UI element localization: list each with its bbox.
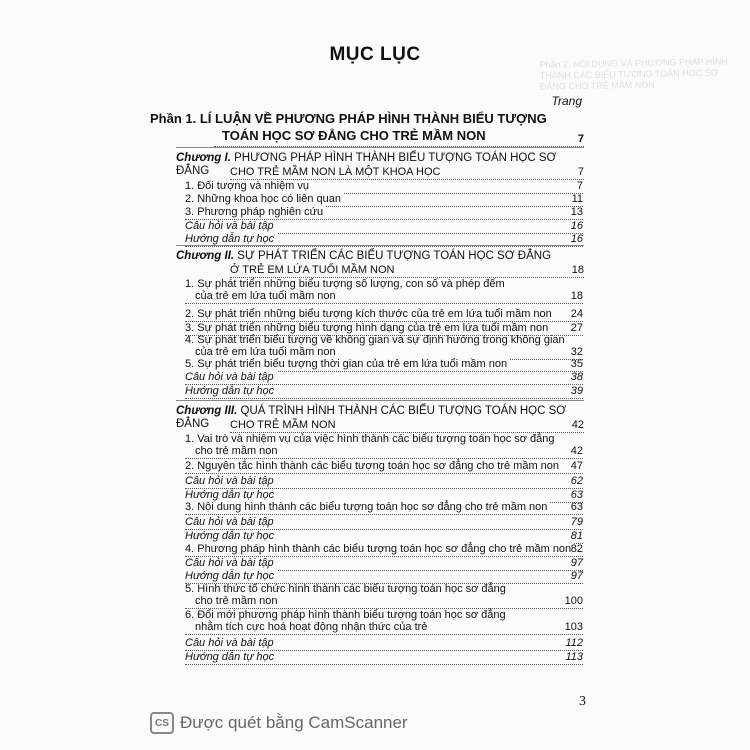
show-through-text: Phần 2. NỘI DUNG VÀ PHƯƠNG PHÁP HÌNH THÀNH CÁC BIỂU TƯỢNG TOÁN HỌC SƠ ĐẲNG CHO TRẺ MẦM NON	[539, 56, 728, 92]
toc-entry	[185, 445, 583, 459]
toc-entry-line2: của trẻ em lứa tuổi mầm non	[185, 290, 339, 302]
part-1-leader	[214, 134, 584, 147]
toc-entry-text: 3. Nội dung hình thành các biểu tượng toán học sơ đẳng cho trẻ mầm non	[185, 501, 550, 513]
toc-entry-page: 97	[570, 557, 583, 569]
toc-entry-page: 42	[570, 445, 583, 457]
toc-entry-text: Hướng dẫn tự học	[185, 233, 277, 245]
chapter-2-heading	[176, 250, 584, 263]
toc-entry-text: Hướng dẫn tự học	[185, 570, 277, 582]
toc-entry-line2: của trẻ em lứa tuổi mầm non	[185, 346, 339, 358]
toc-entry-page: 63	[570, 489, 583, 501]
chapter-1-line2-row	[230, 166, 584, 180]
camscanner-logo-icon: CS	[150, 712, 174, 734]
toc-entry	[185, 206, 583, 220]
toc-entry-page: 13	[570, 206, 583, 218]
page-number: 3	[579, 694, 586, 709]
toc-entry-page: 82	[570, 543, 583, 555]
chapter-3-label: Chương III.	[176, 405, 238, 417]
toc-entry-text: Câu hỏi và bài tập	[185, 516, 277, 528]
chapter-1-page: 7	[577, 166, 584, 178]
toc-entry-text: 3. Sự phát triển những biểu tượng hình dạng của trẻ em lứa tuổi mầm non	[185, 322, 551, 334]
toc-entry-page: 16	[570, 233, 583, 245]
toc-entry-text: Câu hỏi và bài tập	[185, 475, 277, 487]
toc-subentry	[185, 220, 583, 234]
toc-entry-text: Câu hỏi và bài tập	[185, 637, 277, 649]
toc-entry-line2: nhằm tích cực hoá hoạt động nhận thức của trẻ	[185, 621, 430, 633]
toc-entry-page: 32	[570, 346, 583, 358]
toc-entry	[185, 290, 583, 304]
toc-entry-page: 35	[570, 358, 583, 370]
toc-entry-page: 103	[564, 621, 583, 633]
toc-entry	[185, 621, 583, 635]
toc-subentry	[185, 637, 583, 651]
toc-entry-line2: cho trẻ mầm non	[185, 445, 281, 457]
chapter-3-line2-row	[230, 419, 584, 433]
toc-entry-text: Câu hỏi và bài tập	[185, 220, 277, 232]
toc-entry-page: 79	[570, 516, 583, 528]
chapter-2-line2: Ở TRẺ EM LỨA TUỔI MẦM NON	[230, 264, 398, 276]
toc-entry-page: 97	[570, 570, 583, 582]
toc-entry-page: 47	[570, 460, 583, 472]
chapter-2-page: 18	[571, 264, 584, 276]
toc-entry-text: Hướng dẫn tự học	[185, 385, 277, 397]
toc-entry	[185, 193, 583, 207]
chapter-3-line1: QUÁ TRÌNH HÌNH THÀNH CÁC BIỂU TƯỢNG TOÁN HỌC SƠ ĐẲNG	[176, 405, 567, 430]
page-title: MỤC LỤC	[329, 44, 421, 65]
part-1-line2: TOÁN HỌC SƠ ĐẲNG CHO TRẺ MẦM NON	[222, 128, 486, 143]
toc-entry-text: 5. Sự phát triển biểu tượng thời gian của trẻ em lứa tuổi mầm non	[185, 358, 510, 370]
toc-entry-text: Hướng dẫn tự học	[185, 530, 277, 542]
toc-entry-line1: 5. Hình thức tổ chức hình thành các biểu tượng toán học sơ đẳng	[185, 583, 506, 595]
toc-entry-page: 38	[570, 371, 583, 383]
toc-entry-page: 18	[570, 290, 583, 302]
divider	[176, 245, 584, 246]
part-1-page: 7	[577, 133, 584, 145]
chapter-1-line2: CHO TRẺ MẦM NON LÀ MỘT KHOA HỌC	[230, 166, 443, 178]
page-column-label: Trang	[551, 94, 582, 108]
scanner-watermark	[150, 712, 408, 734]
toc-entry-text: Hướng dẫn tự học	[185, 489, 277, 501]
toc-entry-page: 11	[571, 193, 583, 205]
toc-entry	[185, 180, 583, 194]
toc-entry-page: 27	[570, 322, 583, 334]
divider	[176, 147, 584, 148]
toc-entry-page: 63	[570, 501, 583, 513]
toc-subentry	[185, 557, 583, 571]
chapter-2-label: Chương II.	[176, 250, 235, 262]
toc-entry-line1: 1. Sự phát triển những biểu tượng số lượng, con số và phép đếm	[185, 278, 505, 290]
toc-entry-text: 4. Phương pháp hình thành các biểu tượng toán học sơ đẳng cho trẻ mầm non	[185, 543, 574, 555]
toc-entry-page: 100	[564, 595, 583, 607]
toc-entry	[185, 501, 583, 515]
toc-entry-page: 113	[565, 651, 583, 663]
toc-entry-text: 2. Sự phát triển những biểu tượng kích thước của trẻ em lứa tuổi mầm non	[185, 308, 555, 320]
chapter-1-label: Chương I.	[176, 152, 231, 164]
toc-entry-page: 24	[570, 308, 583, 320]
toc-entry	[185, 308, 583, 322]
toc-entry	[185, 460, 583, 474]
toc-entry-line1: 6. Đổi mới phương pháp hình thành biểu tượng toán học sơ đẳng	[185, 609, 506, 621]
toc-entry-page: 81	[570, 530, 583, 542]
divider	[176, 400, 584, 401]
chapter-3-line2: CHO TRẺ MẦM NON	[230, 419, 339, 431]
toc-entry-text: 3. Phương pháp nghiên cứu	[185, 206, 326, 218]
toc-entry-page: 7	[576, 180, 583, 192]
part-1-line1: Phần 1. LÍ LUẬN VỀ PHƯƠNG PHÁP HÌNH THÀNH BIỂU TƯỢNG	[150, 111, 547, 126]
toc-entry-page: 112	[565, 637, 583, 649]
toc-subentry	[185, 475, 583, 489]
toc-entry-text: 1. Đối tượng và nhiệm vụ	[185, 180, 312, 192]
toc-subentry	[185, 371, 583, 385]
toc-entry-text: Câu hỏi và bài tập	[185, 557, 277, 569]
toc-entry	[185, 543, 583, 557]
toc-entry-line1: 4. Sự phát triển biểu tượng về không gian và sự định hướng trong không gian	[185, 334, 565, 346]
toc-subentry	[185, 651, 583, 665]
toc-subentry	[185, 570, 583, 584]
chapter-2-line1: SỰ PHÁT TRIỂN CÁC BIỂU TƯỢNG TOÁN HỌC SƠ ĐẲNG	[237, 250, 552, 262]
scanner-text: Được quét bằng CamScanner	[180, 713, 408, 732]
toc-entry-line1: 1. Vai trò và nhiệm vụ của việc hình thành các biểu tượng toán học sơ đẳng	[185, 433, 555, 445]
toc-entry-line2: cho trẻ mầm non	[185, 595, 281, 607]
toc-entry-page: 16	[570, 220, 583, 232]
chapter-3-page: 42	[571, 419, 584, 431]
toc-entry	[185, 595, 583, 609]
chapter-1-line1: PHƯƠNG PHÁP HÌNH THÀNH BIỂU TƯỢNG TOÁN HỌC SƠ ĐẲNG	[176, 152, 557, 177]
toc-entry-text: 2. Những khoa học có liên quan	[185, 193, 344, 205]
toc-entry-text: Câu hỏi và bài tập	[185, 371, 277, 383]
toc-entry	[185, 358, 583, 372]
toc-subentry	[185, 385, 583, 399]
toc-entry-text: 2. Nguyên tắc hình thành các biểu tượng toán học sơ đẳng cho trẻ mầm non	[185, 460, 562, 472]
toc-subentry	[185, 530, 583, 544]
chapter-2-line2-row	[230, 264, 584, 278]
toc-subentry	[185, 516, 583, 530]
toc-entry-page: 62	[570, 475, 583, 487]
toc-entry-page: 39	[570, 385, 583, 397]
toc-entry-text: Hướng dẫn tự học	[185, 651, 277, 663]
